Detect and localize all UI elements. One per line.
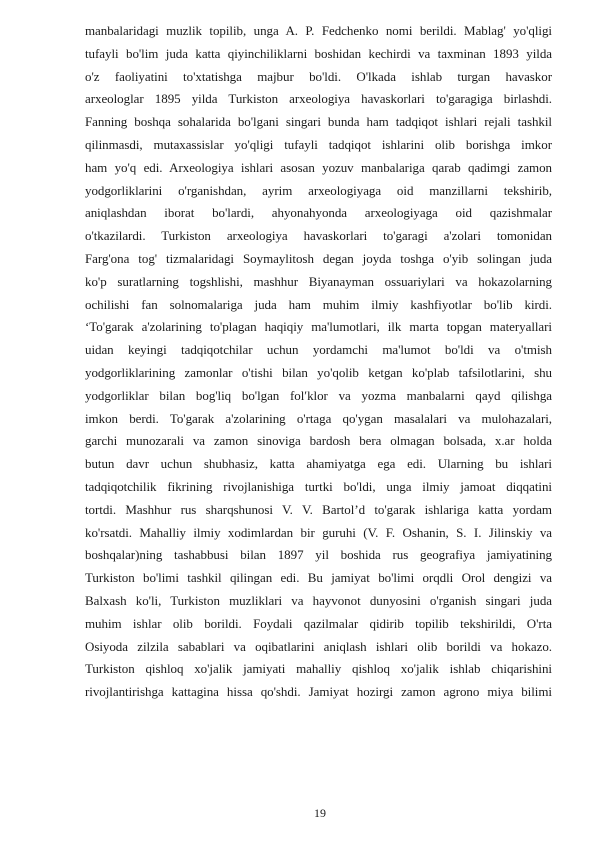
text-line: yodgorliklarini o'rganishdan, ayrim arxeologiyaga oid manzillarni tekshirib,: [85, 182, 552, 198]
text-line: o'z faoliyatini to'xtatishga majbur bo'ldi. O'lkada ishlab turgan havaskor: [85, 68, 552, 84]
text-line: Balxash ko'li, Turkiston muzliklari va hayvonot dunyosini o'rganish singari juda: [85, 592, 552, 608]
text-line: boshqalar)ning tashabbusi bilan 1897 yil boshida rus geografiya jamiyatining: [85, 547, 552, 563]
text-line: Farg'ona tog' tizmalaridagi Soymaylitosh degan joyda toshga o'yib solingan juda: [85, 250, 552, 266]
text-line: o'tkazilardi. Turkiston arxeologiya havaskorlari to'garagi a'zolari tomonidan: [85, 228, 552, 244]
text-line: yodgorliklar bilan bog'liq bo'lgan folʹklor va yozma manbalarni qayd qilishga: [85, 387, 552, 403]
text-line: tortdi. Mashhur rus sharqshunosi V. V. Bartol’d to'garak ishlariga katta yordam: [85, 501, 552, 517]
text-line: Fanning boshqa sohalarida bo'lgani singari bunda ham tadqiqot ishlari rejali tashkil: [85, 114, 552, 130]
text-line: arxeologlar 1895 yilda Turkiston arxeologiya havaskorlari to'garagiga birlashdi.: [85, 91, 552, 107]
text-line: butun davr uchun shubhasiz, katta ahamiyatga ega edi. Ularning bu ishlari: [85, 456, 552, 472]
text-line: yodgorliklarining zamonlar o'tishi bilan yo'qolib ketgan ko'plab tafsilotlarini, shu: [85, 364, 552, 380]
body-text: [85, 20, 552, 704]
text-line: uidan keyingi tadqiqotchilar uchun yordamchi ma'lumot bo'ldi va o'tmish: [85, 342, 552, 358]
text-line: muhim ishlar olib borildi. Foydali qazilmalar qidirib topilib tekshirildi, O'rta: [85, 615, 552, 631]
text-line: Turkiston bo'limi tashkil qilingan edi. Bu jamiyat bo'limi orqdli Orol dengizi va: [85, 570, 552, 586]
text-line: tufayli bo'lim juda katta qiyinchiliklarni boshidan kechirdi va taxminan 1893 yilda: [85, 45, 552, 61]
text-line: ʻTo'garak a'zolarining to'plagan haqiqiy ma'lumotlari, ilk marta topgan materyallari: [85, 319, 552, 335]
text-line: tadqiqotchilik fikrining rivojlanishiga turtki bo'ldi, unga ilmiy jamoat diqqatini: [85, 478, 552, 494]
text-line: manbalaridagi muzlik topilib, unga A. P. Fedchenko nomi berildi. Mablag' yo'qligi: [85, 23, 552, 38]
text-line: aniqlashdan iborat bo'lardi, ahyonahyonda arxeologiyaga oid qazishmalar: [85, 205, 552, 221]
text-line: qilinmasdi, mutaxassislar yo'qligi tufayli tadqiqot ishlarini olib borishga imkor: [85, 136, 552, 152]
text-line: imkon berdi. To'garak a'zolarining o'rtaga qo'ygan masalalari va mulohazalari,: [85, 410, 552, 426]
text-line: Turkiston qishloq xo'jalik jamiyati mahalliy qishloq xo'jalik ishlab chiqarishini: [85, 661, 552, 677]
text-line: Osiyoda zilzila sabablari va oqibatlarini aniqlash ishlari olib borildi va hokazo.: [85, 638, 552, 654]
text-line: ko'p suratlarning togshlishi, mashhur Biyanayman ossuariylari va hokazolarning: [85, 273, 552, 289]
text-line: ochilishi fan solnomalariga juda ham muhim ilmiy kashfiyotlar bo'lib kirdi.: [85, 296, 552, 312]
page-number: 19: [314, 806, 326, 820]
text-line: rivojlantirishga kattagina hissa qo'shdi. Jamiyat hozirgi zamon agrono miya bilimi: [85, 684, 552, 700]
text-line: ko'rsatdi. Mahalliy ilmiy xodimlardan bir guruhi (V. F. Oshanin, S. I. Jilinskiy va: [85, 524, 552, 540]
text-line: ham yo'q edi. Arxeologiya ishlari asosan yozuv manbalariga qarab qadimgi zamon: [85, 159, 552, 175]
text-line: garchi munozarali va zamon sinoviga bardosh bera olmagan bolsada, x.ar holda: [85, 433, 552, 449]
